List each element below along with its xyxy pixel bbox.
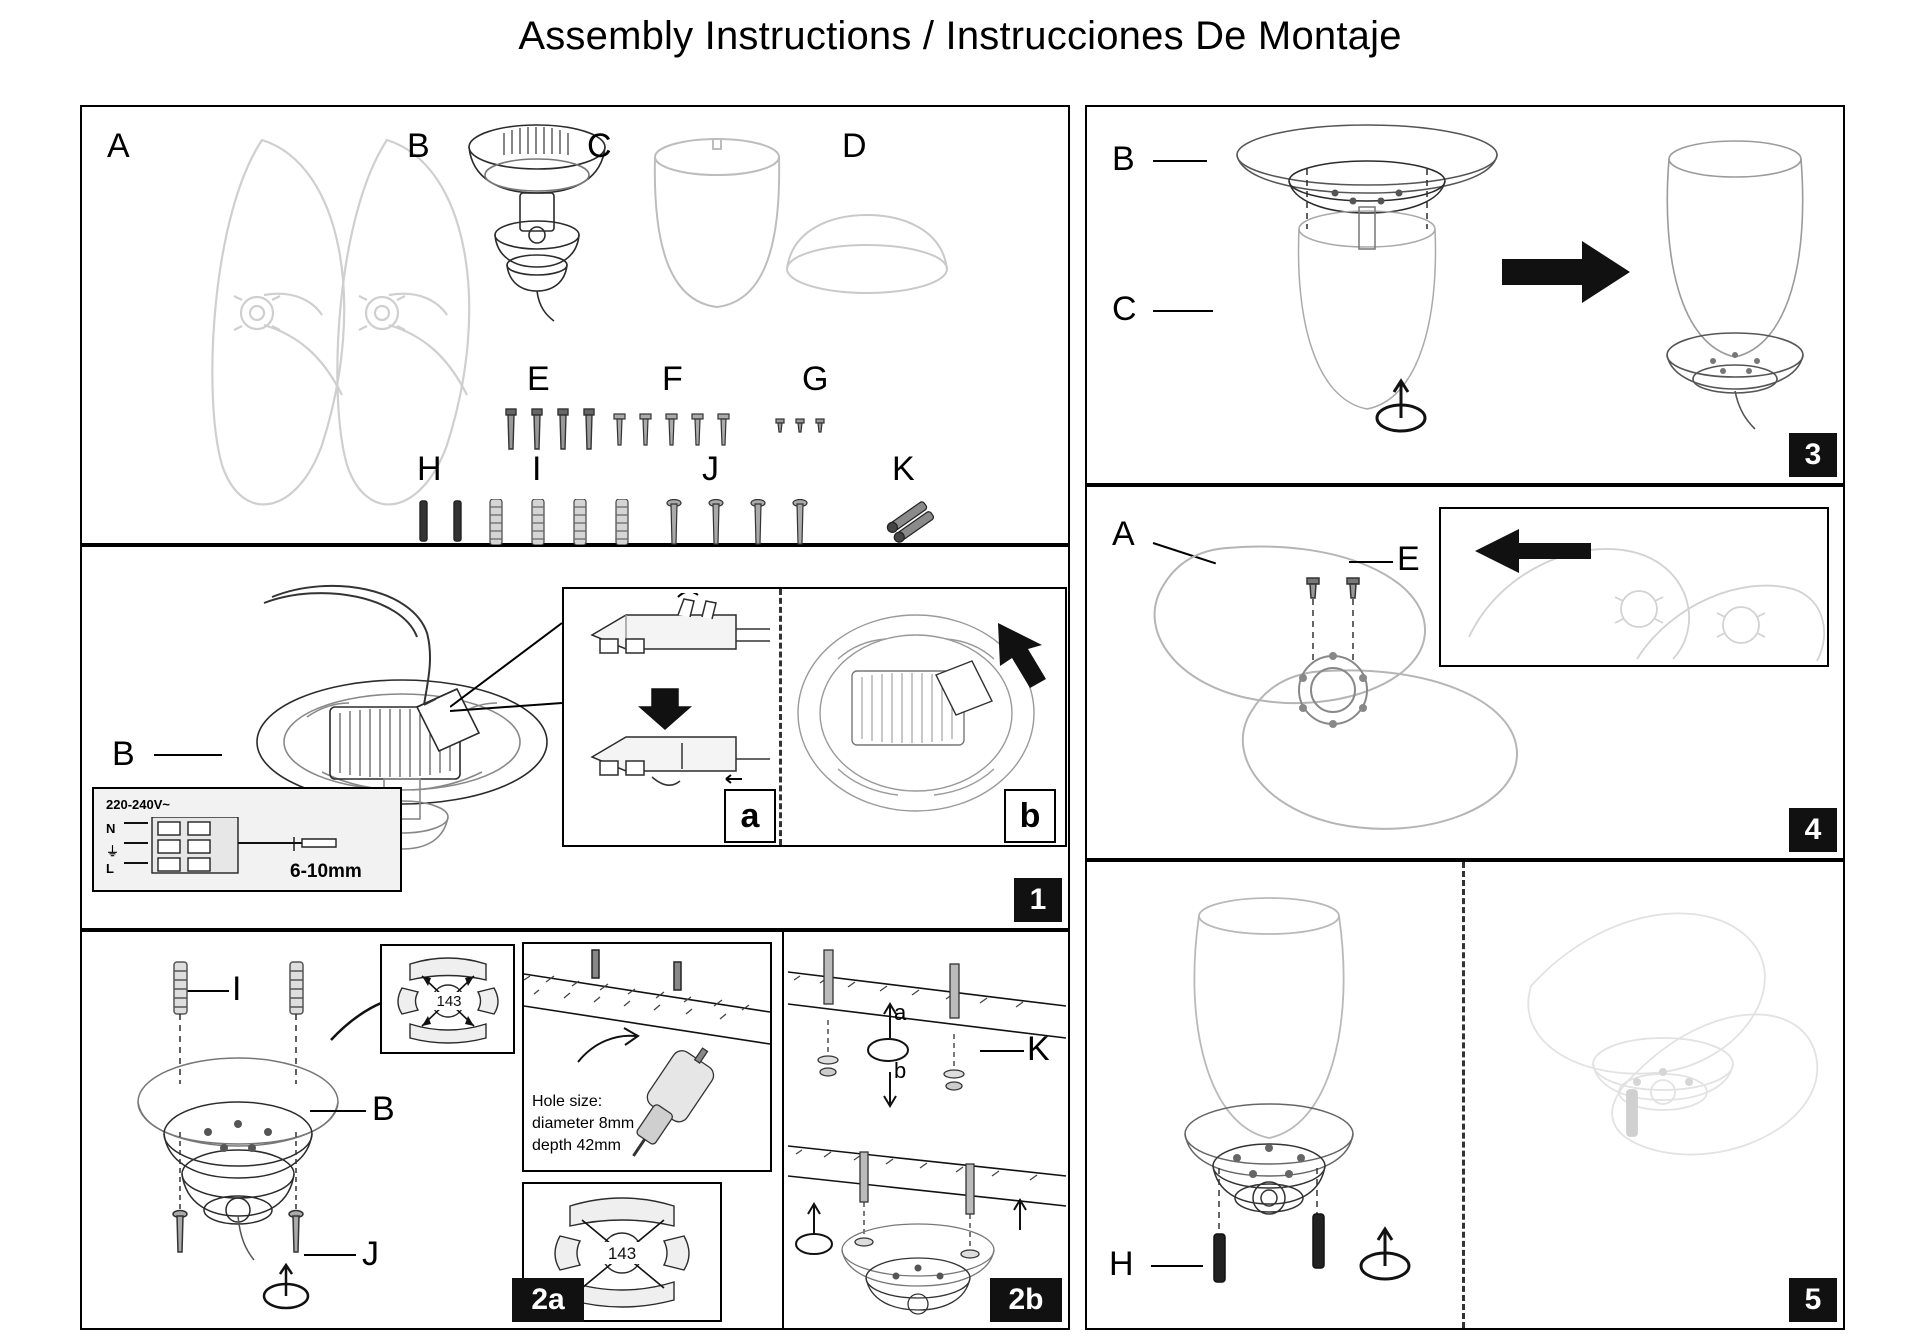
divider-2a-2b (782, 932, 784, 1328)
panel-step-3 (1085, 105, 1845, 485)
panel-step-5 (1085, 860, 1845, 1330)
step1-inset-box (562, 587, 1067, 847)
step-badge-2a: 2a (512, 1278, 584, 1322)
part-label-a: A (107, 127, 130, 165)
part-label-k: K (892, 450, 915, 488)
anchors-k (872, 499, 962, 549)
step1-label-b: B (112, 735, 135, 773)
rotation-arrow-2a (252, 1262, 322, 1322)
step4-inset-illustration (1441, 509, 1827, 665)
step-badge-4: 4 (1789, 808, 1837, 852)
step2a-label-i: I (232, 970, 242, 1008)
part-label-c: C (587, 127, 612, 165)
inset-divider (779, 589, 782, 845)
drill-note-line-2: diameter 8mm (532, 1115, 635, 1132)
rotation-arrow-3 (1367, 372, 1437, 452)
substep-badge-b: b (1004, 789, 1056, 843)
shade-illustration (627, 129, 807, 339)
step5-label-h: H (1109, 1245, 1134, 1283)
part-label-b: B (407, 127, 430, 165)
panel-step-2 (80, 930, 1070, 1330)
terminal-earth-label: ⏚ (106, 844, 120, 859)
screws-j (662, 499, 842, 549)
part-label-j: J (702, 450, 719, 488)
screws-g (772, 417, 852, 447)
diffuser-illustration (782, 207, 952, 317)
drill-note-line-3: depth 42mm (532, 1137, 621, 1154)
step5-divider (1462, 862, 1465, 1328)
step-badge-1: 1 (1014, 878, 1062, 922)
leader-c-3 (1153, 310, 1213, 312)
part-label-f: F (662, 360, 683, 398)
step4-inset (1439, 507, 1829, 667)
screws-e (500, 407, 610, 457)
step2a-label-j: J (362, 1235, 379, 1273)
step-badge-2b: 2b (990, 1278, 1062, 1322)
part-label-e: E (527, 360, 550, 398)
part-label-i: I (532, 450, 542, 488)
pins-h (412, 499, 492, 549)
bracket-spacing-top (382, 946, 512, 1051)
screws-f (610, 412, 750, 452)
step5-left-illustration (1103, 876, 1453, 1316)
drilling-inset (522, 942, 772, 1172)
leader-b-2a (310, 1110, 366, 1112)
step-badge-3: 3 (1789, 433, 1837, 477)
leader-h (1151, 1265, 1203, 1267)
step3-label-c: C (1112, 290, 1137, 328)
hole-spacing-inset-top (380, 944, 515, 1054)
callout-connector (450, 607, 570, 717)
panel-step-4 (1085, 485, 1845, 860)
step3-right-illustration (1627, 129, 1847, 449)
part-label-g: G (802, 360, 829, 398)
step3-label-b: B (1112, 140, 1135, 178)
leader-j (304, 1254, 356, 1256)
leader-k (980, 1050, 1024, 1052)
transition-arrow-3 (1502, 237, 1632, 307)
part-label-d: D (842, 127, 867, 165)
step2b-mark-a: a (894, 1000, 907, 1025)
step2b-label-k: K (1027, 1030, 1050, 1068)
svg-text:143: 143 (436, 993, 462, 1010)
step2a-label-b: B (372, 1090, 395, 1128)
page-title: Assembly Instructions / Instrucciones De Montaje (518, 14, 1402, 58)
drill-note-line-1: Hole size: (532, 1093, 603, 1110)
step4-label-e: E (1397, 540, 1420, 578)
terminal-n-label: N (106, 821, 116, 836)
leader-b-3 (1153, 160, 1207, 162)
wiring-diagram-box (92, 787, 402, 892)
step2b-mark-b: b (894, 1058, 907, 1083)
substep-badge-a: a (724, 789, 776, 843)
panel-step-1 (80, 545, 1070, 930)
strip-length-label: 6-10mm (290, 861, 362, 882)
step4-label-a: A (1112, 515, 1135, 553)
anchors-i (482, 499, 662, 549)
step5-right-illustration (1487, 876, 1827, 1316)
leader-e-4 (1349, 561, 1393, 563)
step-badge-5: 5 (1789, 1278, 1837, 1322)
svg-text:143: 143 (607, 1244, 637, 1263)
panel-parts-list (80, 105, 1070, 545)
step2b-anchor-illustration (788, 942, 1068, 1132)
terminal-l-label: L (106, 861, 114, 876)
part-label-h: H (417, 450, 442, 488)
voltage-label: 220-240V~ (106, 797, 170, 812)
